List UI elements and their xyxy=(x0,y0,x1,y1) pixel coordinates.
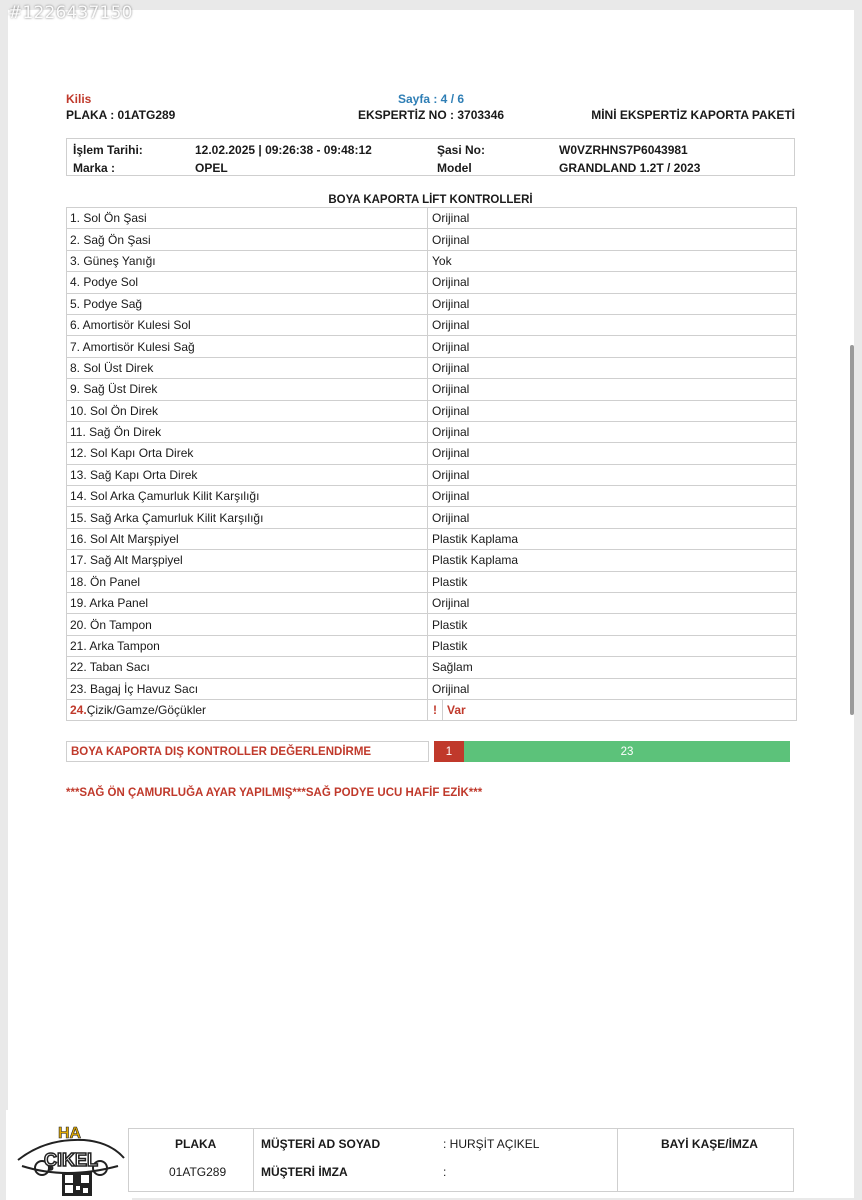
table-row xyxy=(67,679,796,700)
check-label: 20. Ön Tampon xyxy=(67,614,428,634)
check-label: 2. Sağ Ön Şasi xyxy=(67,229,428,249)
dealer-stamp-label: BAYİ KAŞE/İMZA xyxy=(661,1137,758,1151)
check-value: Orijinal xyxy=(432,318,470,333)
table-row xyxy=(67,272,796,293)
check-value: Orijinal xyxy=(432,275,470,290)
chassis-value: W0VZRHNS7P6043981 xyxy=(559,143,688,157)
check-label: 14. Sol Arka Çamurluk Kilit Karşılığı xyxy=(67,486,428,506)
table-row xyxy=(67,529,796,550)
inspection-note: ***SAĞ ÖN ÇAMURLUĞA AYAR YAPILMIŞ***SAĞ PODYE UCU HAFİF EZİK*** xyxy=(66,787,483,799)
check-label: 23. Bagaj İç Havuz Sacı xyxy=(67,679,428,699)
signature-footer xyxy=(128,1128,794,1192)
date-label: İşlem Tarihi: xyxy=(73,143,143,157)
check-label: 18. Ön Panel xyxy=(67,572,428,592)
check-value: Sağlam xyxy=(432,660,473,675)
check-label: 6. Amortisör Kulesi Sol xyxy=(67,315,428,335)
check-value: Orijinal xyxy=(432,467,470,482)
check-value: Orijinal xyxy=(432,489,470,504)
check-label: 16. Sol Alt Marşpiyel xyxy=(67,529,428,549)
warning-row xyxy=(67,700,796,721)
package-title: MİNİ EKSPERTİZ KAPORTA PAKETİ xyxy=(591,108,795,122)
table-row xyxy=(67,401,796,422)
check-value: Orijinal xyxy=(432,382,470,397)
table-row xyxy=(67,614,796,635)
section-title: BOYA KAPORTA LİFT KONTROLLERİ xyxy=(328,194,533,206)
check-label: 11. Sağ Ön Direk xyxy=(67,422,428,442)
check-value: Plastik xyxy=(432,639,468,653)
chassis-label: Şasi No: xyxy=(437,143,486,157)
table-row xyxy=(67,379,796,400)
check-value: Plastik Kaplama xyxy=(432,553,519,568)
brand-value: OPEL xyxy=(195,161,228,175)
customer-name-value: : HURŞİT AÇIKEL xyxy=(443,1137,540,1151)
check-value: Orijinal xyxy=(432,403,470,418)
customer-name-label: MÜŞTERİ AD SOYAD xyxy=(261,1137,381,1151)
check-label: 9. Sağ Üst Direk xyxy=(67,379,428,399)
table-row xyxy=(67,572,796,593)
customer-sign-value: : xyxy=(443,1165,447,1179)
watermark-id: #1226437150 xyxy=(8,3,133,23)
check-value: Yok xyxy=(432,253,452,268)
plate-header: PLAKA : 01ATG289 xyxy=(66,108,176,122)
check-value: Orijinal xyxy=(432,339,470,354)
document-page xyxy=(8,10,854,1198)
warning-number: 24. xyxy=(70,703,87,718)
check-label: 7. Amortisör Kulesi Sağ xyxy=(67,336,428,356)
table-row xyxy=(67,486,796,507)
check-label: 19. Arka Panel xyxy=(67,593,428,613)
check-value: Orijinal xyxy=(432,360,470,375)
check-label: 12. Sol Kapı Orta Direk xyxy=(67,443,428,463)
check-value: Orijinal xyxy=(432,296,470,311)
expert-number: EKSPERTİZ NO : 3703346 xyxy=(358,108,505,122)
check-label: 13. Sağ Kapı Orta Direk xyxy=(67,465,428,485)
table-row xyxy=(67,229,796,250)
evaluation-label: BOYA KAPORTA DIŞ KONTROLLER DEĞERLENDİRME xyxy=(66,741,429,762)
check-label: 5. Podye Sağ xyxy=(67,294,428,314)
check-label: 1. Sol Ön Şasi xyxy=(67,208,428,228)
footer-divider xyxy=(617,1129,618,1191)
check-label xyxy=(67,700,428,720)
check-value: Plastik Kaplama xyxy=(432,532,519,547)
check-label: 8. Sol Üst Direk xyxy=(67,358,428,378)
check-value: Orijinal xyxy=(432,596,470,611)
table-row xyxy=(67,251,796,272)
table-row xyxy=(67,636,796,657)
check-label: 4. Podye Sol xyxy=(67,272,428,292)
check-value: Orijinal xyxy=(432,232,470,247)
table-row xyxy=(67,358,796,379)
table-row xyxy=(67,657,796,678)
check-value: Orijinal xyxy=(432,681,470,696)
svg-text:HA: HA xyxy=(58,1125,82,1142)
scrollbar[interactable] xyxy=(850,345,854,715)
table-row xyxy=(67,507,796,528)
table-row xyxy=(67,422,796,443)
check-label: 21. Arka Tampon xyxy=(67,636,428,656)
table-row xyxy=(67,208,796,229)
warning-icon: ! xyxy=(428,700,443,720)
check-label: 22. Taban Sacı xyxy=(67,657,428,677)
footer-plate-label: PLAKA xyxy=(175,1137,217,1151)
check-value: Plastik xyxy=(432,617,468,632)
check-label: 17. Sağ Alt Marşpiyel xyxy=(67,550,428,570)
check-value: Orijinal xyxy=(432,510,470,525)
table-row xyxy=(67,593,796,614)
date-value: 12.02.2025 | 09:26:38 - 09:48:12 xyxy=(195,143,372,157)
customer-sign-label: MÜŞTERİ İMZA xyxy=(261,1165,348,1179)
evaluation-good-bar: 23 xyxy=(464,741,790,762)
evaluation-bad-bar: 1 xyxy=(434,741,464,762)
table-row xyxy=(67,465,796,486)
model-label: Model xyxy=(437,161,472,175)
warning-label: Çizik/Gamze/Göçükler xyxy=(86,703,207,718)
check-value xyxy=(428,700,796,720)
checks-table xyxy=(66,207,797,721)
check-value: Plastik xyxy=(432,574,468,589)
page-indicator: Sayfa : 4 / 6 xyxy=(398,92,465,106)
check-label: 3. Güneş Yanığı xyxy=(67,251,428,271)
company-logo xyxy=(6,1110,132,1200)
warning-value: Var xyxy=(447,703,466,718)
check-label: 15. Sağ Arka Çamurluk Kilit Karşılığı xyxy=(67,507,428,527)
table-row xyxy=(67,336,796,357)
city-label: Kilis xyxy=(66,92,92,106)
check-value: Orijinal xyxy=(432,446,470,461)
model-value: GRANDLAND 1.2T / 2023 xyxy=(559,161,701,175)
table-row xyxy=(67,315,796,336)
table-row xyxy=(67,550,796,571)
table-row xyxy=(67,294,796,315)
check-value: Orijinal xyxy=(432,425,470,440)
info-box xyxy=(66,138,795,176)
check-value: Orijinal xyxy=(432,211,470,226)
footer-plate-value: 01ATG289 xyxy=(169,1165,227,1179)
brand-label: Marka : xyxy=(73,161,116,175)
svg-text:ÇIKEL: ÇIKEL xyxy=(44,1150,98,1170)
footer-divider xyxy=(253,1129,254,1191)
check-label: 10. Sol Ön Direk xyxy=(67,401,428,421)
table-row xyxy=(67,443,796,464)
